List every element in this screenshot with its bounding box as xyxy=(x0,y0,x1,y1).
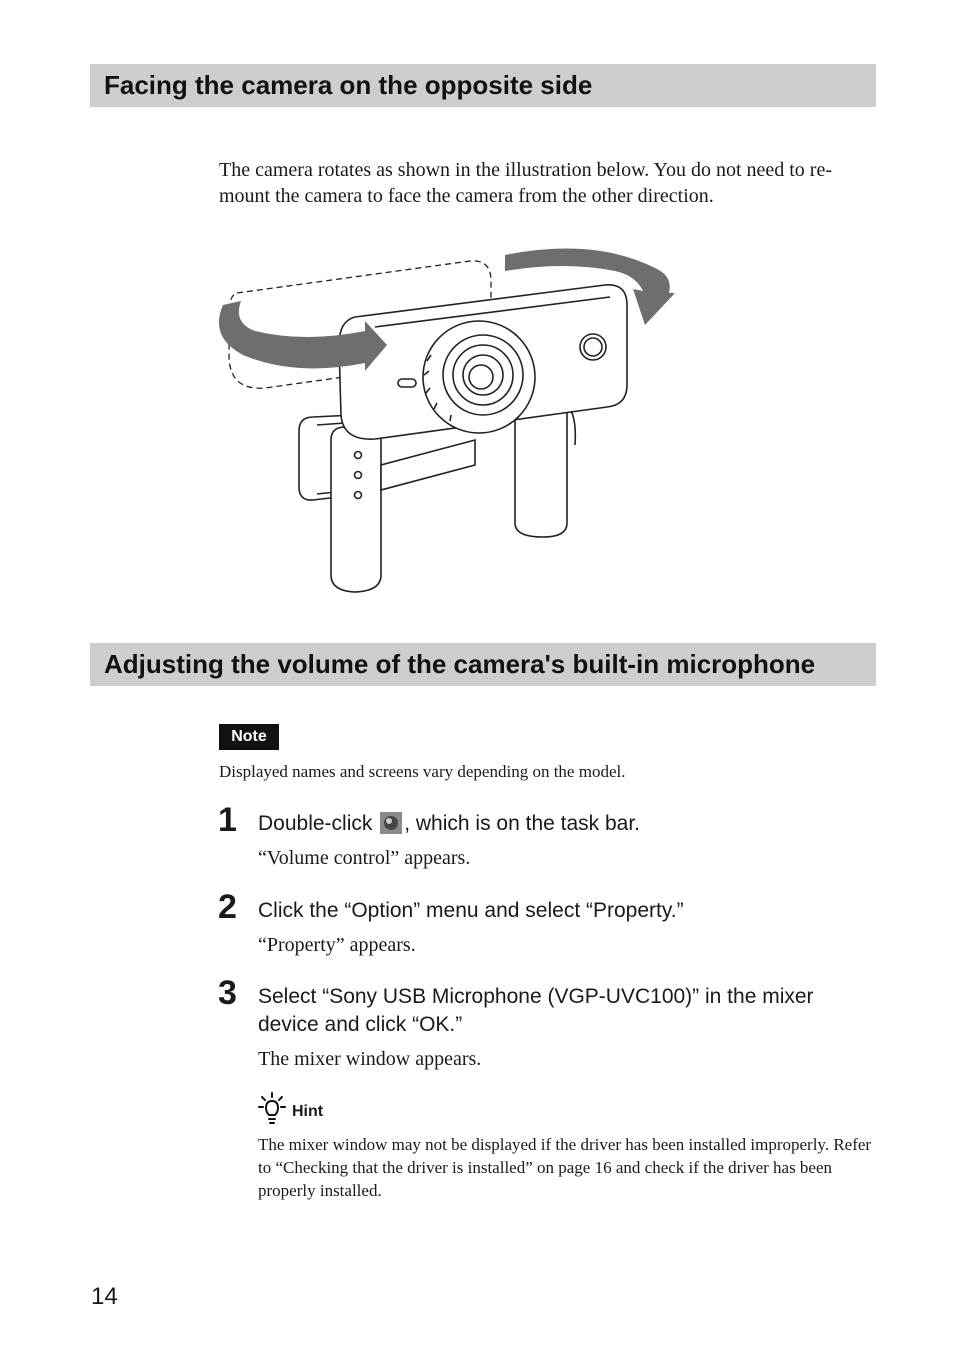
step-title: Select “Sony USB Microphone (VGP-UVC100)” in the mixer device and click “OK.” xyxy=(258,985,814,1036)
hint-text: The mixer window may not be displayed if the driver has been installed improperly. Refer to “Checking that the driver is installed” on page 16 and check if the driver has been properly installed. xyxy=(258,1135,872,1200)
step-number: 2 xyxy=(218,888,237,926)
step-title xyxy=(258,810,873,838)
lightbulb-hint-icon xyxy=(257,1090,287,1126)
page-number: 14 xyxy=(91,1283,118,1310)
section-heading-facing-camera: Facing the camera on the opposite side xyxy=(104,70,593,100)
step-title-part: Double-click xyxy=(258,812,379,835)
camera-rotation-illustration xyxy=(215,245,685,600)
step-result: The mixer window appears. xyxy=(258,1048,482,1070)
note-text: Displayed names and screens vary depending on the model. xyxy=(219,762,626,781)
step-result: “Volume control” appears. xyxy=(258,847,471,869)
speaker-taskbar-icon xyxy=(380,812,402,834)
section-heading-bar xyxy=(90,643,876,686)
note-badge: Note xyxy=(219,724,279,750)
step-title-part: , which is on the task bar. xyxy=(404,812,641,835)
step-result: “Property” appears. xyxy=(258,934,416,956)
step-number: 3 xyxy=(218,974,237,1012)
section-heading-bar xyxy=(90,64,876,107)
step-title: Click the “Option” menu and select “Property.” xyxy=(258,899,684,922)
section-heading-microphone: Adjusting the volume of the camera's built-in microphone xyxy=(104,649,816,679)
hint-label: Hint xyxy=(292,1103,324,1120)
step-number: 1 xyxy=(218,801,237,839)
intro-paragraph: The camera rotates as shown in the illustration below. You do not need to re-mount the camera to face the camera from the other direction. xyxy=(219,159,833,207)
